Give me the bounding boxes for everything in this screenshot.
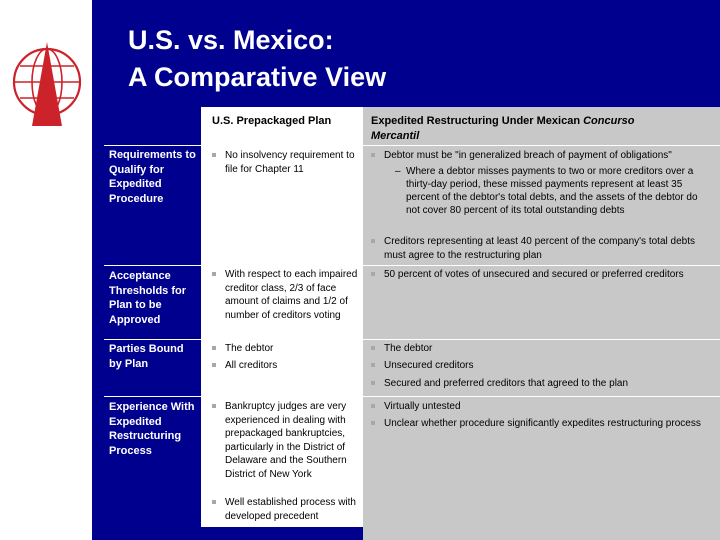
bullet-icon <box>371 381 375 385</box>
bullet-icon <box>371 272 375 276</box>
row-label-experience: Experience With Expedited Restructuring Process <box>109 401 195 457</box>
col2-header <box>371 114 711 144</box>
bullet-icon <box>371 239 375 243</box>
row-divider <box>104 265 720 266</box>
list-item: The debtor <box>368 342 704 356</box>
list-item: Well established process with developed precedent <box>209 496 365 523</box>
row-divider <box>104 339 720 340</box>
dash-icon: – <box>395 166 401 177</box>
bullet-icon <box>212 346 216 350</box>
bullet-icon <box>371 404 375 408</box>
list-item: Bankruptcy judges are very experienced in dealing with prepackaged bankruptcies, particularly in the District of Delaware and the Southern District of New York <box>209 400 361 481</box>
bullet-icon <box>371 153 375 157</box>
row-label-acceptance: Acceptance Thresholds for Plan to be Approved <box>109 270 187 326</box>
title-line-1: U.S. vs. Mexico: <box>128 25 334 55</box>
list-item: 50 percent of votes of unsecured and secured or preferred creditors <box>368 268 704 282</box>
bullet-icon <box>212 272 216 276</box>
bullet-icon <box>371 421 375 425</box>
sub-list-item: – Where a debtor misses payments to two or more creditors over a thirty-day period, these missed payments represent at least 35 percent of the debtor's total debts, and the assets of the debtor do not cover 80 percent of its total outstanding debts <box>395 166 698 216</box>
bullet-icon <box>212 363 216 367</box>
list-item: All creditors <box>209 359 365 373</box>
list-item: Virtually untested <box>368 400 704 414</box>
list-item: Unclear whether procedure significantly expedites restructuring process <box>368 417 718 431</box>
bullet-icon <box>212 153 216 157</box>
list-item: Debtor must be "in generalized breach of payment of obligations" <box>368 149 718 163</box>
list-item: The debtor <box>209 342 365 356</box>
bullet-icon <box>212 404 216 408</box>
list-item: No insolvency requirement to file for Chapter 11 <box>209 149 363 176</box>
col2-header-italic: Concurso <box>583 115 635 127</box>
bullet-icon <box>371 363 375 367</box>
row-divider <box>104 145 720 146</box>
page-title <box>128 22 386 96</box>
title-line-2: A Comparative View <box>128 62 387 92</box>
bullet-icon <box>371 346 375 350</box>
compass-globe-logo-icon <box>4 38 90 134</box>
list-item: Secured and preferred creditors that agreed to the plan <box>368 377 704 391</box>
col2-header-text: Expedited Restructuring Under Mexican <box>371 115 584 127</box>
list-item: With respect to each impaired creditor class, 2/3 of face amount of claims and 1/2 of number of creditors voting <box>209 268 365 322</box>
row-label-requirements: Requirements to Qualify for Expedited Procedure <box>109 149 196 205</box>
col1-header: U.S. Prepackaged Plan <box>212 115 332 127</box>
row-label-parties: Parties Bound by Plan <box>109 343 184 370</box>
list-item: Unsecured creditors <box>368 359 704 373</box>
col2-header-italic-2: Mercantil <box>371 130 420 142</box>
list-item: Creditors representing at least 40 percent of the company's total debts must agree to the restructuring plan <box>368 235 718 262</box>
row-divider <box>104 396 720 397</box>
bullet-icon <box>212 500 216 504</box>
